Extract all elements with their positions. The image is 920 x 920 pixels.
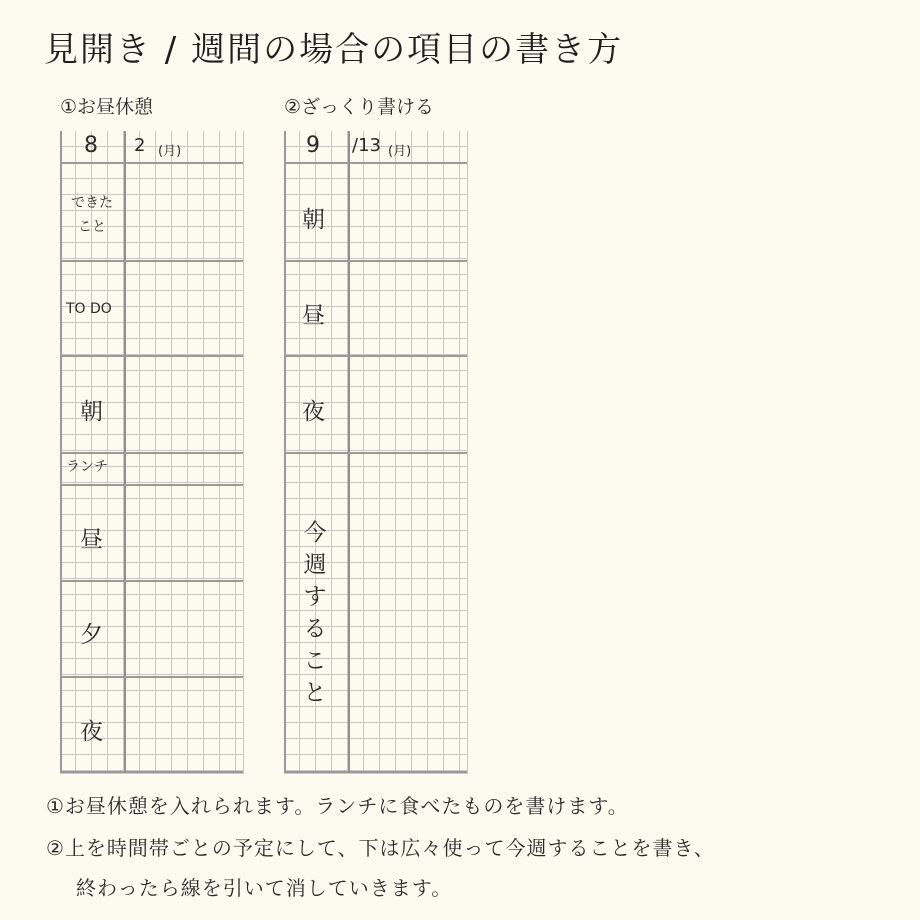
row-label-lunch: ランチ [66,459,108,475]
row-label-asa: 朝 [302,207,325,233]
row-divider [284,260,467,262]
date-day: 2 [134,135,146,156]
row-label-yoru: 夜 [302,399,325,425]
row-divider [284,452,467,454]
row-divider [60,484,243,486]
row-label-hiru: 昼 [80,527,103,553]
row-divider [60,580,243,582]
row-label-asa: 朝 [80,399,103,425]
row-label-yoru: 夜 [80,719,103,745]
row-label-hiru: 昼 [302,303,325,329]
row-label-dekita: できた こと [71,195,113,235]
page-title: 見開き / 週間の場合の項目の書き方 [44,30,624,70]
caption-line-2: ②上を時間帯ごとの予定にして、下は広々使って今週することを書き、 [46,836,715,860]
row-divider [60,676,243,678]
row-label-todo: TO DO [66,301,112,317]
row-divider [284,355,467,357]
right-planner-sheet [284,131,468,774]
row-divider [60,260,243,262]
row-label-yu: 夕 [80,622,103,648]
left-planner-sheet [60,131,244,774]
row-divider [60,452,243,454]
date-number: 9 [306,133,320,158]
row-label-weekly-tasks: 今 週 す る こ と [303,520,327,706]
row-divider [60,162,243,164]
caption-line-3: 終わったら線を引いて消していきます。 [76,876,453,900]
row-divider [60,355,243,357]
date-number: 8 [84,133,98,158]
left-sheet-label: ①お昼休憩 [60,96,154,118]
day-of-week: (月) [158,144,182,159]
day-of-week: (月) [388,144,412,159]
right-sheet-label: ②ざっくり書ける [284,96,435,118]
date-day: /13 [352,135,381,156]
caption-line-1: ①お昼休憩を入れられます。ランチに食べたものを書けます。 [46,794,629,818]
row-divider [284,162,467,164]
